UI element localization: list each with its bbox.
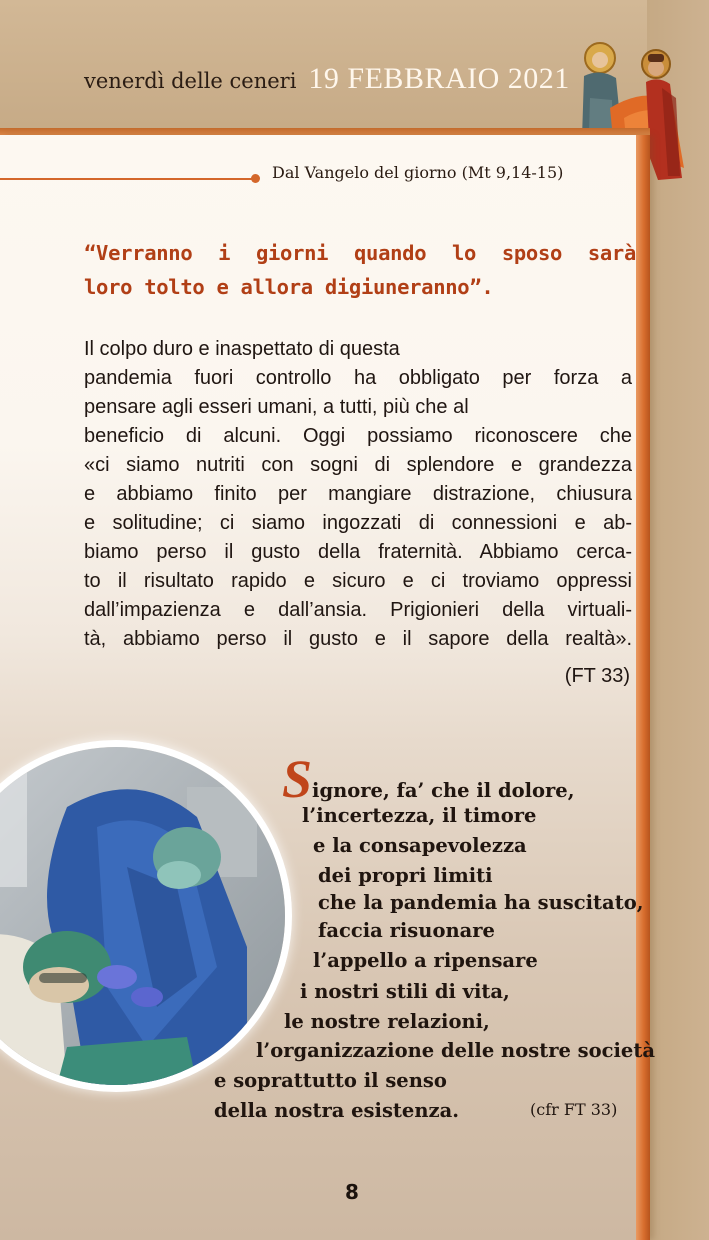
prayer-dropcap: S (282, 749, 313, 809)
commentary-line: e abbiamo finito per mangiare distrazione, chiusura (84, 483, 632, 505)
commentary-line: dall’impazienza e dall’ansia. Prigionieri della virtuali- (84, 599, 632, 621)
commentary-line: to il risultato rapido e sicuro e ci troviamo oppressi (84, 570, 632, 592)
commentary-line: pensare agli esseri umani, a tutti, più che al (84, 396, 469, 418)
commentary-reference: (FT 33) (564, 665, 630, 687)
prayer-line: l’organizzazione delle nostre società (256, 1039, 655, 1062)
prayer-line: le nostre relazioni, (284, 1010, 490, 1033)
commentary-line: «ci siamo nutriti con sogni di splendore e grandezza (84, 454, 632, 476)
prayer-line: l’appello a ripensare (313, 949, 538, 972)
page-number: 8 (345, 1180, 359, 1204)
header-title (84, 62, 570, 102)
prayer-line: e la consapevolezza (313, 834, 527, 857)
gospel-quote (84, 236, 636, 304)
prayer-line: della nostra esistenza. (214, 1099, 460, 1122)
commentary-line: pandemia fuori controllo ha obbligato per forza a (84, 367, 632, 389)
commentary-text (84, 335, 632, 654)
prayer-first-line (282, 748, 575, 810)
header-date-label: 19 FEBBRAIO 2021 (308, 62, 570, 95)
prayer-line: dei propri limiti (318, 864, 493, 887)
header-day-label: venerdì delle ceneri (84, 69, 297, 93)
prayer-line: e soprattutto il senso (214, 1069, 447, 1092)
prayer-line: i nostri stili di vita, (300, 980, 510, 1003)
commentary-line: tà, abbiamo perso il gusto e il sapore della realtà». (84, 628, 632, 650)
commentary-line: e solitudine; ci siamo ingozzati di connessioni e ab- (84, 512, 632, 534)
right-strip (647, 0, 709, 1240)
commentary-line: beneficio di alcuni. Oggi possiamo riconoscere che (84, 425, 632, 447)
prayer-line: faccia risuonare (318, 919, 495, 942)
commentary-line: biamo perso il gusto della fraternità. Abbiamo cerca- (84, 541, 632, 563)
page-right-edge (636, 135, 650, 1240)
commentary-line: Il colpo duro e inaspettato di questa (84, 338, 400, 360)
prayer-line: che la pandemia ha suscitato, (318, 891, 644, 914)
medical-workers-illustration (0, 747, 285, 1085)
gospel-bullet-dot (251, 174, 260, 183)
gospel-source: Dal Vangelo del giorno (Mt 9,14-15) (272, 163, 564, 182)
prayer-line: ignore, fa’ che il dolore, (312, 779, 575, 802)
gospel-divider-line (0, 178, 253, 180)
prayer-reference: (cfr FT 33) (530, 1100, 618, 1119)
gospel-quote-line: “Verranno i giorni quando lo sposo sarà (84, 241, 636, 265)
prayer-line: l’incertezza, il timore (302, 804, 537, 827)
gospel-quote-line: loro tolto e allora digiuneranno”. (84, 275, 494, 299)
